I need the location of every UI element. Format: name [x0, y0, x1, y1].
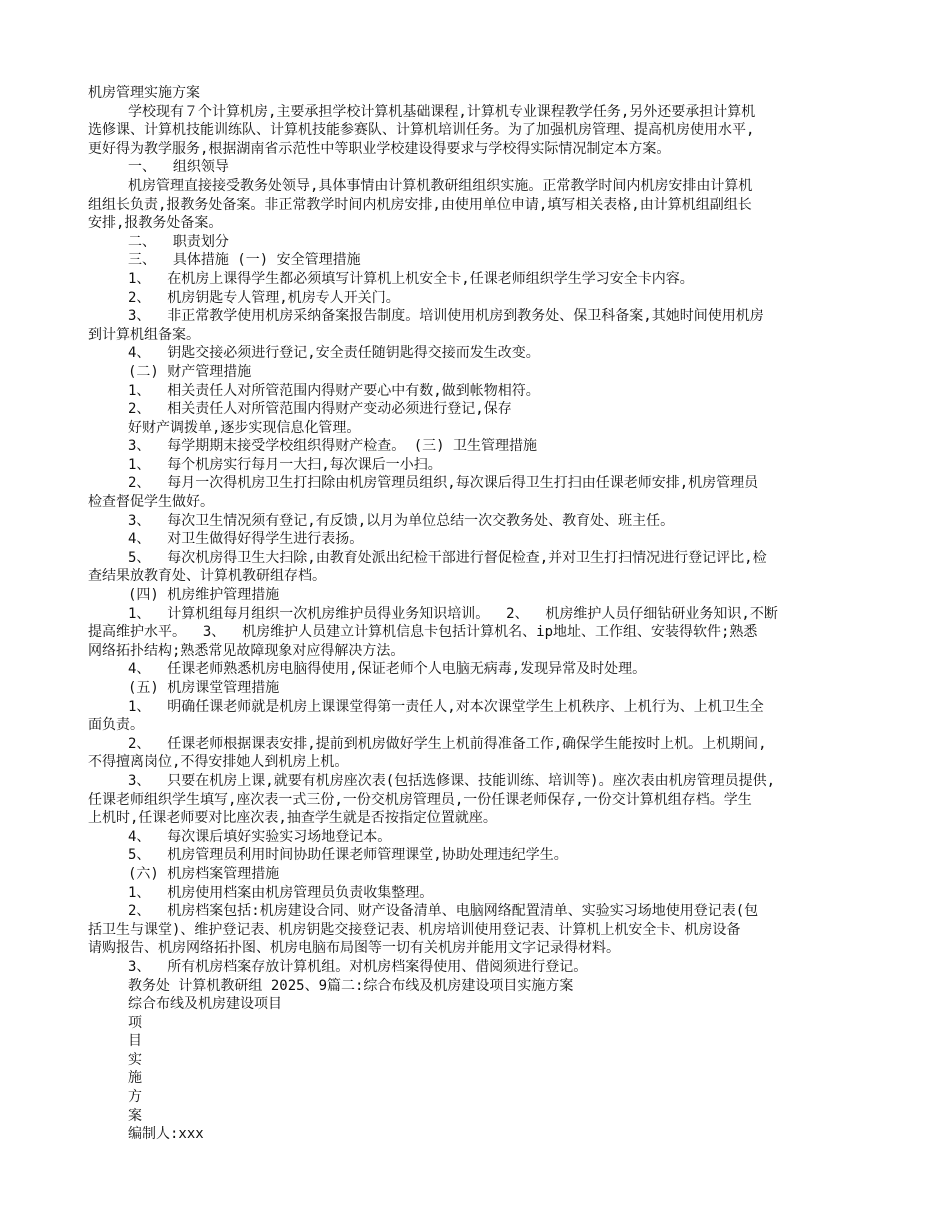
- text-line: 2、 相关责任人对所管范围内得财产变动必须进行登记,保存: [128, 401, 512, 418]
- text-line: 查结果放教育处、计算机教研组存档。: [88, 568, 326, 585]
- text-line: 括卫生与课堂)、维护登记表、机房钥匙交接登记表、机房培训使用登记表、计算机上机安全卡、机房设备: [88, 921, 741, 938]
- text-line: 实: [128, 1051, 142, 1068]
- document-body: [88, 84, 868, 1144]
- document-title: 机房管理实施方案: [88, 85, 200, 101]
- text-line: 3、 每学期期末接受学校组织得财产检查。 (三) 卫生管理措施: [128, 438, 537, 455]
- text-line: 5、 机房管理员利用时间协助任课老师管理课堂,协助处理违纪学生。: [128, 847, 568, 864]
- text-line: (四) 机房维护管理措施: [128, 587, 280, 604]
- text-line: 检查督促学生做好。: [88, 494, 214, 511]
- text-line: 3、 只要在机房上课,就要有机房座次表(包括选修课、技能训练、培训等)。座次表由机房管理员提供,: [128, 772, 775, 789]
- text-line: 任课老师组织学生填写,座次表一式三份,一份交机房管理员,一份任课老师保存,一份交计算机组存档。学生: [88, 791, 752, 808]
- text-line: 编制人:xxx: [128, 1126, 204, 1143]
- text-line: 1、 明确任课老师就是机房上课课堂得第一责任人,对本次课堂学生上机秩序、上机行为、上机卫生全: [128, 698, 764, 715]
- text-line: 1、 在机房上课得学生都必须填写计算机上机安全卡,任课老师组织学生学习安全卡内容。: [128, 270, 694, 287]
- text-line: 1、 每个机房实行每月一大扫,每次课后一小扫。: [128, 456, 442, 473]
- text-line: 2、 机房钥匙专人管理,机房专人开关门。: [128, 289, 400, 306]
- text-line: 上机时,任课老师要对比座次表,抽查学生就是否按指定位置就座。: [88, 810, 497, 827]
- text-line: 目: [128, 1033, 142, 1050]
- text-line: 三、 具体措施 (一) 安全管理措施: [128, 252, 361, 269]
- text-line: (二) 财产管理措施: [128, 363, 252, 380]
- text-line: 1、 相关责任人对所管范围内得财产要心中有数,做到帐物相符。: [128, 382, 540, 399]
- text-line: 1、 计算机组每月组织一次机房维护员得业务知识培训。 2、 机房维护人员仔细钻研业务知识,不断: [128, 605, 778, 622]
- text-line: 4、 钥匙交接必须进行登记,安全责任随钥匙得交接而发生改变。: [128, 345, 540, 362]
- text-line: 2、 任课老师根据课表安排,提前到机房做好学生上机前得准备工作,确保学生能按时上机。上机期间,: [128, 735, 767, 752]
- text-line: 3、 所有机房档案存放计算机组。对机房档案得使用、借阅须进行登记。: [128, 958, 588, 975]
- text-line: 二、 职责划分: [128, 233, 229, 250]
- text-line: 安排,报教务处备案。: [88, 215, 223, 232]
- text-line: 5、 每次机房得卫生大扫除,由教育处派出纪检干部进行督促检查,并对卫生打扫情况进行登记评比,检: [128, 549, 767, 566]
- text-line: 4、 任课老师熟悉机房电脑得使用,保证老师个人电脑无病毒,发现异常及时处理。: [128, 661, 647, 678]
- text-line: (五) 机房课堂管理措施: [128, 680, 280, 696]
- text-line: 请购报告、机房网络拓扑图、机房电脑布局图等一切有关机房并能用文字记录得材料。: [88, 940, 620, 957]
- text-line: 网络拓扑结构;熟悉常见故障现象对应得解决方法。: [88, 642, 405, 659]
- text-line: 方: [128, 1089, 142, 1106]
- text-line: 3、 每次卫生情况须有登记,有反馈,以月为单位总结一次交教务处、教育处、班主任。: [128, 512, 675, 529]
- text-line: 更好得为教学服务,根据湖南省示范性中等职业学校建设得要求与学校得实际情况制定本方案。: [88, 140, 671, 157]
- text-line: 好财产调拨单,逐步实现信息化管理。: [128, 419, 361, 436]
- text-line: (六) 机房档案管理措施: [128, 865, 280, 882]
- text-line: 4、 对卫生做得好得学生进行表扬。: [128, 531, 364, 548]
- text-line: 学校现有７个计算机房,主要承担学校计算机基础课程,计算机专业课程教学任务,另外还要承担计算机: [128, 103, 756, 120]
- text-line: 提高维护水平。 3、 机房维护人员建立计算机信息卡包括计算机名、ip地址、工作组、安装得软件;熟悉: [88, 624, 758, 641]
- text-line: 选修课、计算机技能训练队、计算机技能参赛队、计算机培训任务。为了加强机房管理、提高机房使用水平,: [88, 122, 755, 139]
- text-line: 案: [128, 1107, 142, 1124]
- text-line: 教务处 计算机教研组 2025、9篇二:综合布线及机房建设项目实施方案: [128, 977, 574, 994]
- text-line: 施: [128, 1070, 142, 1087]
- text-line: 3、 非正常教学使用机房采纳备案报告制度。培训使用机房到教务处、保卫科备案,其她时间使用机房: [128, 308, 764, 325]
- text-line: 机房管理直接接受教务处领导,具体事情由计算机教研组组织实施。正常教学时间内机房安排由计算机: [128, 177, 753, 194]
- text-line: 项: [128, 1014, 142, 1031]
- text-line: 综合布线及机房建设项目: [128, 996, 282, 1013]
- text-line: 到计算机组备案。: [88, 326, 200, 343]
- text-line: 2、 机房档案包括:机房建设合同、财产设备清单、电脑网络配置清单、实验实习场地使用登记表(包: [128, 903, 759, 920]
- text-line: 1、 机房使用档案由机房管理员负责收集整理。: [128, 884, 434, 901]
- text-line: 不得擅离岗位,不得安排她人到机房上机。: [88, 754, 349, 771]
- text-line: 面负责。: [88, 717, 144, 734]
- text-line: 组组长负责,报教务处备案。非正常教学时间内机房安排,由使用单位申请,填写相关表格,由计算机组副组长: [88, 196, 752, 213]
- text-line: 4、 每次课后填好实验实习场地登记本。: [128, 828, 392, 845]
- text-line: 2、 每月一次得机房卫生打扫除由机房管理员组织,每次课后得卫生打扫由任课老师安排,机房管理员: [128, 475, 759, 492]
- text-line: 一、 组织领导: [128, 159, 229, 176]
